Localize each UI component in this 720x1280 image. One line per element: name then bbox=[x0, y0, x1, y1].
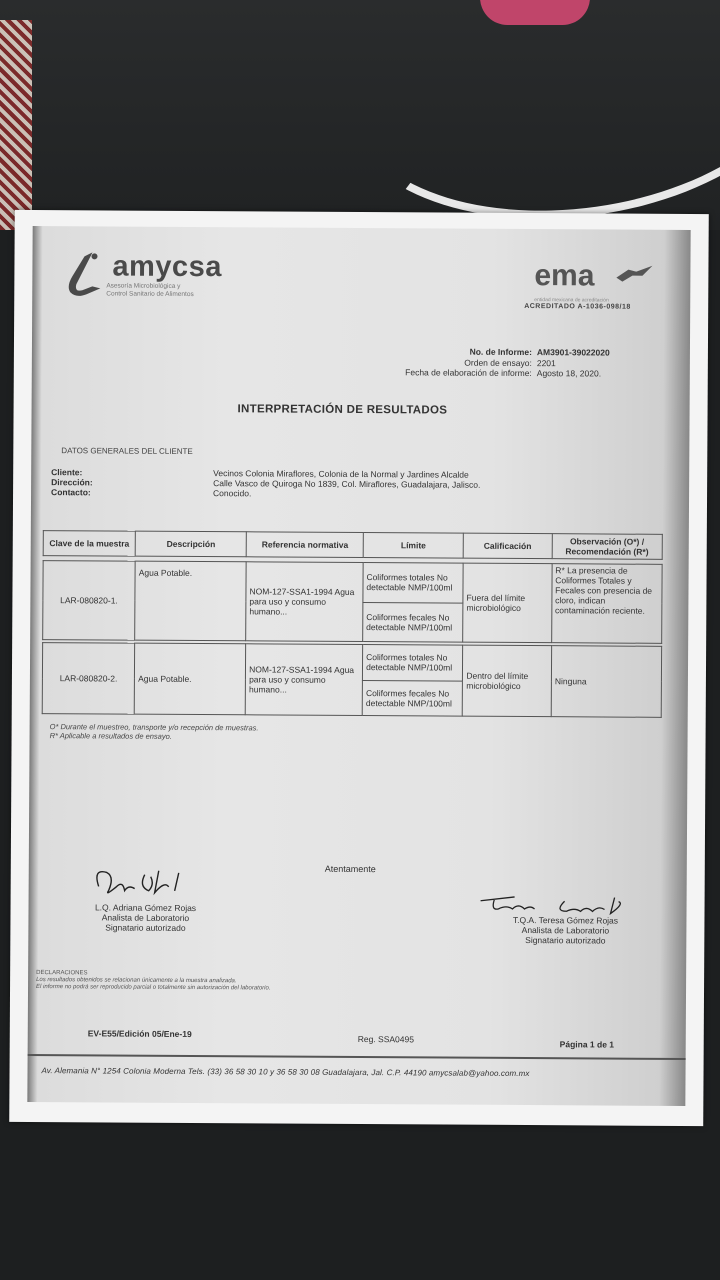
row-observacion: R* La presencia de Coliformes Totales y Fecales con presencia de cloro, indican contaminación reciente. bbox=[551, 564, 662, 644]
row-clave: LAR-080820-1. bbox=[43, 561, 136, 641]
signatory-2: T.Q.A. Teresa Gómez Rojas Analista de Laboratorio Signatario autorizado bbox=[512, 914, 619, 946]
row-limite-totales: Coliformes totales No detectable NMP/100ml bbox=[363, 645, 463, 681]
header-limite: Límite bbox=[363, 533, 463, 559]
row-descripcion: Agua Potable. bbox=[134, 643, 245, 715]
declarations: DECLARACIONES Los resultados obtenidos se relacionan únicamente a la muestra analizada. El informe no podrá ser reproducido parcial o totalmente sin autorización del laboratorio. bbox=[36, 970, 271, 992]
report-info-labels: No. de Informe: Orden de ensayo: Fecha de elaboración de informe: bbox=[405, 346, 532, 379]
table-row bbox=[42, 560, 662, 644]
results-table-header bbox=[43, 530, 663, 560]
row-referencia: NOM-127-SSA1-1994 Agua para uso y consumo humano... bbox=[246, 562, 363, 642]
report-info-values: AM3901-39022020 2201 Agosto 18, 2020. bbox=[536, 347, 610, 379]
row-limite-fecales: Coliformes fecales No detectable NMP/100ml bbox=[362, 680, 462, 716]
row-observacion: Ninguna bbox=[551, 646, 661, 718]
header-referencia: Referencia normativa bbox=[246, 532, 363, 558]
row-referencia: NOM-127-SSA1-1994 Agua para uso y consumo humano... bbox=[245, 644, 362, 716]
ema-logo-text: ema bbox=[534, 259, 595, 293]
page-number: Página 1 de 1 bbox=[559, 1039, 615, 1050]
ema-bird-icon bbox=[614, 264, 654, 284]
client-labels: Cliente: Dirección: Contacto: bbox=[51, 467, 93, 498]
footer-divider bbox=[28, 1054, 686, 1060]
company-logo-text: amycsa bbox=[112, 250, 222, 284]
accreditation-number: ACREDITADO A-1036-098/18 bbox=[524, 303, 631, 311]
signatory-1: L.Q. Adriana Gómez Rojas Analista de Laboratorio Signatario autorizado bbox=[94, 902, 197, 933]
row-descripcion: Agua Potable. bbox=[135, 561, 246, 641]
table-row bbox=[42, 642, 662, 718]
signature-1-icon bbox=[89, 856, 209, 907]
table-notes: O* Durante el muestreo, transporte y/o recepción de muestras. R* Aplicable a resultados de ensayo. bbox=[49, 722, 259, 741]
closing-text: Atentamente bbox=[324, 863, 376, 875]
row-calificacion: Dentro del límite microbiológico bbox=[463, 645, 552, 717]
footer-address: Av. Alemania N° 1254 Colonia Moderna Tels. (33) 36 58 30 10 y 36 58 30 08 Guadalajara, Jal. C.P. 44190 amycsalab@yahoo.com.mx bbox=[41, 1066, 530, 1079]
header-calificacion: Calificación bbox=[463, 533, 552, 559]
row-calificacion: Fuera del límite microbiológico bbox=[463, 563, 552, 643]
tablecloth-edge bbox=[0, 20, 32, 230]
client-section-heading: DATOS GENERALES DEL CLIENTE bbox=[61, 446, 193, 456]
header-descripcion: Descripción bbox=[135, 531, 246, 557]
registration-number: Reg. SSA0495 bbox=[357, 1033, 414, 1045]
row-limite-totales: Coliformes totales No detectable NMP/100ml bbox=[363, 563, 463, 603]
client-values: Vecinos Colonia Miraflores, Colonia de la Normal y Jardines Alcalde Calle Vasco de Quiroga No 1839, Col. Miraflores, Guadalajara, Jalisco. Conocido. bbox=[213, 468, 481, 499]
amycsa-logo-icon bbox=[62, 250, 104, 298]
row-clave: LAR-080820-2. bbox=[42, 643, 135, 715]
company-tagline: Asesoría Microbiológica y Control Sanitario de Alimentos bbox=[106, 282, 194, 298]
page-title: INTERPRETACIÓN DE RESULTADOS bbox=[237, 403, 448, 417]
ema-tagline: entidad mexicana de acreditación bbox=[534, 297, 609, 304]
header-observacion: Observación (O*) / Recomendación (R*) bbox=[552, 534, 663, 560]
report-page bbox=[27, 226, 690, 1106]
document-edition: EV-E55/Edición 05/Ene-19 bbox=[87, 1028, 192, 1039]
header-clave: Clave de la muestra bbox=[43, 531, 135, 557]
paper-sheet bbox=[9, 210, 709, 1126]
row-limite-fecales: Coliformes fecales No detectable NMP/100ml bbox=[363, 602, 463, 642]
